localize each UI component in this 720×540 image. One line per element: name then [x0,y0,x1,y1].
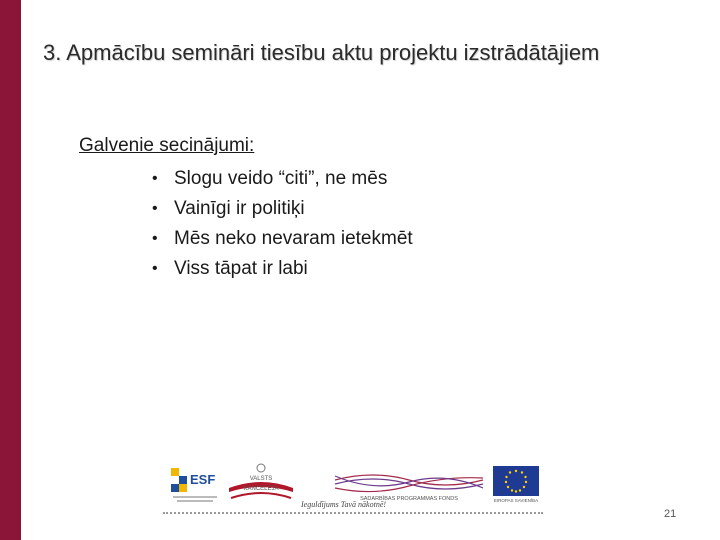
esf-logo-text: ESF [190,472,216,487]
slide-content [79,132,639,284]
list-item [152,164,639,194]
bullet-icon: • [152,170,158,187]
eu-flag-logo [491,464,543,504]
slide-title: 3. Apmācību semināri tiesību aktu projektu izstrādātājiem [43,40,600,65]
sf-logo-text: SADARBĪBAS PROGRAMMAS FONDS [360,496,458,502]
bullet-text: Mēs neko nevaram ietekmēt [174,228,413,249]
tagline: Ieguldījums Tavā nākotnē! [301,500,387,509]
vk-logo-text-2: KANCELEJA [243,486,279,492]
list-item [152,224,639,254]
cooperation-fund-logo [333,466,485,504]
sponsor-logos [163,462,545,518]
bullet-text: Viss tāpat ir labi [174,258,308,279]
bullet-text: Vainīgi ir politiķi [174,198,305,219]
vk-logo-text-1: VALSTS [249,476,273,482]
valsts-kanceleja-logo [227,462,295,504]
bullet-text: Slogu veido “citi”, ne mēs [174,168,388,189]
side-accent-bar [0,0,21,540]
dotted-divider [163,512,543,518]
bullet-icon: • [152,200,158,217]
eu-logo-text: EIROPAS SAVIENĪBA [493,498,539,503]
esf-logo [169,464,221,504]
bullet-icon: • [152,260,158,277]
page-number: 21 [664,508,677,520]
list-item [152,194,639,224]
conclusions-list [79,164,639,284]
conclusions-heading: Galvenie secinājumi: [79,135,255,156]
list-item [152,254,639,284]
bullet-icon: • [152,230,158,247]
